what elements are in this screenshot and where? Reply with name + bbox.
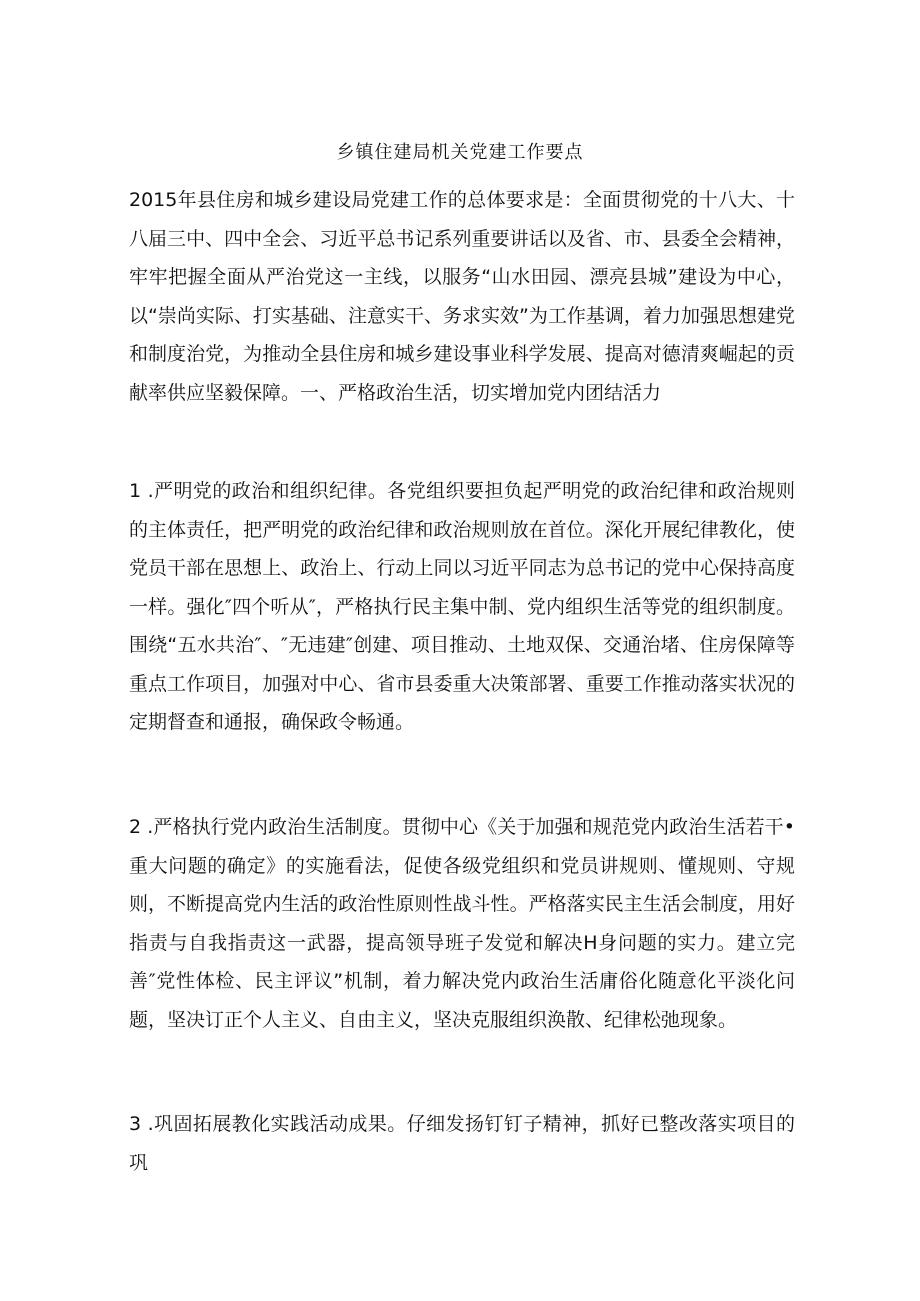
document-title: 乡镇住建局机关党建工作要点 [336,142,584,163]
paragraph-overview: 2015年县住房和城乡建设局党建工作的总体要求是：全面贯彻党的十八大、十八届三中、四中全会、习近平总书记系列重要讲话以及省、市、县委全会精神，牢牢把握全面从严治党这一主线，以服务“山水田园、漂亮县城”建设为中心，以“崇尚实际、打实基础、注意实干、务求实效”为工作基调，着力加强思想建党和制度治党，为推动全县住房和城乡建设事业科学发展、提高对德清爽崛起的贡献率供应坚毅保障。一、严格政治生活，切实增加党内团结活力 [129,189,795,404]
paragraph-item-2: 2 .严格执行党内政治生活制度。贯彻中心《关于加强和规范党内政治生活若干•重大问题的确定》的实施看法，促使各级党组织和党员讲规则、懂规则、守规则，不断提高党内生活的政治性原则性战斗性。严格落实民主生活会制度，用好指责与自我指责这一武器，提高领导班子发觉和解决H身问题的实力。建立完善″党性体检、民主评议”机制，着力解决党内政治生活庸俗化随意化平淡化问题，坚决订正个人主义、自由主义，坚决克服组织涣散、纪律松弛现象。 [129,816,795,1031]
paragraph-item-3: 3 .巩固拓展教化实践活动成果。仔细发扬钉钉子精神，抓好已整改落实项目的巩 [129,1113,795,1174]
paragraph-item-1: 1 .严明党的政治和组织纪律。各党组织要担负起严明党的政治纪律和政治规则的主体责任，把严明党的政治纪律和政治规则放在首位。深化开展纪律教化，使党员干部在思想上、政治上、行动上同以习近平同志为总书记的党中心保持高度一样。强化″四个听从″，严格执行民主集中制、党内组织生活等党的组织制度。围绕“五水共治″、″无违建″创建、项目推动、土地双保、交通治堵、住房保障等重点工作项目，加强对中心、省市县委重大决策部署、重要工作推动落实状况的定期督查和通报，确保政令畅通。 [129,480,795,733]
